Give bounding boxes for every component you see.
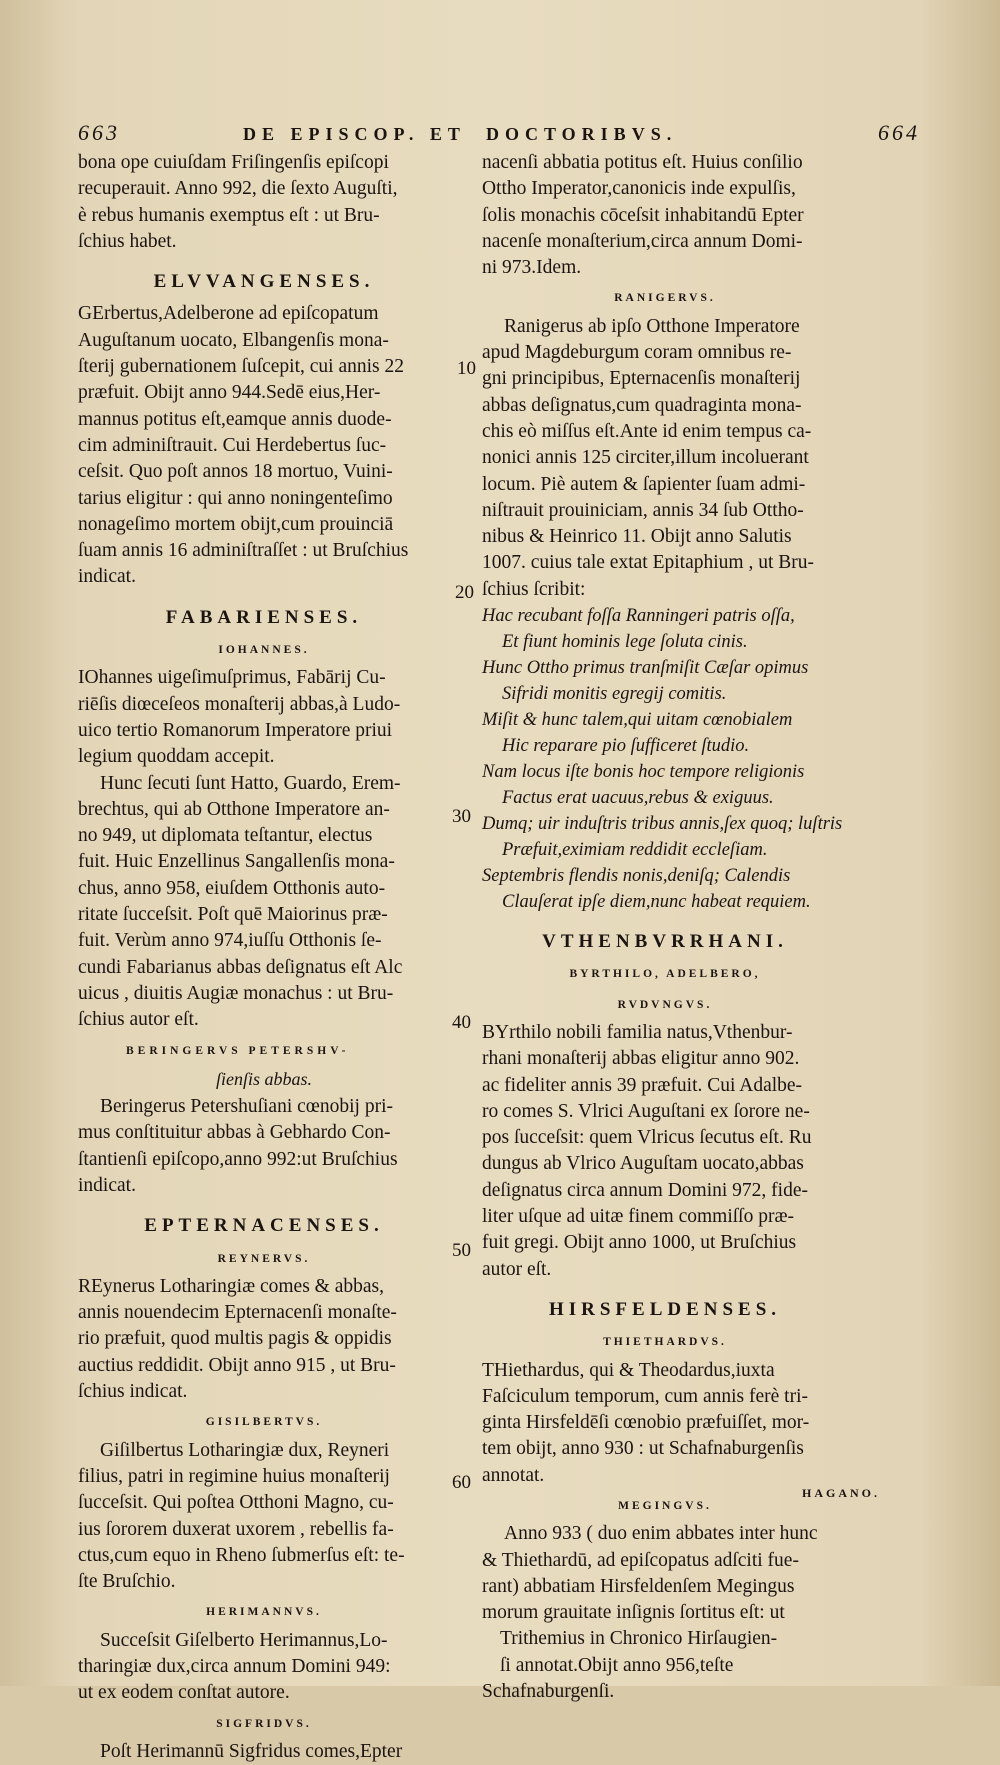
text-line: uicus , diuitis Augiæ monachus : ut Bru- <box>78 982 394 1004</box>
text-line: Ottho Imperator,canonicis inde expulſis, <box>482 178 796 200</box>
section-heading: EPTERNACENSES. <box>144 1215 384 1237</box>
text-line: ac fideliter annis 39 præfuit. Cui Adalbe- <box>482 1074 803 1096</box>
text-line: deſignatus circa annum Domini 972, fide- <box>482 1179 808 1201</box>
text-line: ctus,cum equo in Rheno ſubmerſus eſt: te- <box>78 1544 405 1566</box>
poem-line: Miſit & hunc talem,qui uitam cœnobialem <box>482 710 793 731</box>
subheading: SIGFRIDVS. <box>216 1717 312 1730</box>
text-line: riēſis diœceſeos monaſterij abbas,à Ludo- <box>78 693 401 715</box>
text-line: ſtantienſi epiſcopo,anno 992:ut Bruſchius <box>78 1148 398 1170</box>
text-line: ſchius indicat. <box>78 1381 188 1403</box>
subheading: MEGINGVS. <box>618 1499 712 1512</box>
text-line: chus, anno 958, eiuſdem Otthonis auto- <box>78 877 386 899</box>
text-line: ſchius habet. <box>78 230 177 252</box>
text-line: mus conſtituitur abbas à Gebhardo Con- <box>78 1122 391 1144</box>
poem-line: Dumq; uir induſtris tribus annis,ſex quoq; luſtris <box>482 814 843 835</box>
text-line: ceſsit. Quo poſt annos 18 mortuo, Vuini- <box>78 461 393 483</box>
text-line: rhani monaſterij abbas eligitur anno 902. <box>482 1048 800 1070</box>
subheading: HERIMANNVS. <box>206 1606 322 1619</box>
section-heading: VTHENBVRRHANI. <box>542 931 788 953</box>
text-line: pos ſucceſsit: quem Vlricus ſecutus eſt. Ru <box>482 1127 812 1149</box>
paragraph-gerbertus <box>78 301 450 590</box>
text-line: indicat. <box>78 1174 136 1196</box>
text-line: dungus ab Vlrico Auguſtam uocato,abbas <box>482 1153 804 1175</box>
subheading: IOHANNES. <box>218 644 310 657</box>
text-line: ro comes S. Vlrici Auguſtani ex ſorore ne- <box>482 1100 810 1122</box>
epitaph-poem <box>482 603 848 915</box>
running-title-left: DE EPISCOP. ET <box>243 124 466 144</box>
catchword: HAGANO. <box>802 1486 880 1500</box>
text-line: tarius eligitur : qui anno noningenteſimo <box>78 487 393 509</box>
poem-line: Hic reparare pio ſufficeret ſtudio. <box>502 736 750 757</box>
subheading: THIETHARDVS. <box>603 1336 727 1349</box>
text-line: Faſciculum temporum, cum annis ferè tri- <box>482 1385 808 1407</box>
section-heading: ELVVANGENSES. <box>153 271 375 293</box>
text-line: IOhannes uigeſimuſprimus, Fabārij Cu- <box>78 667 386 689</box>
text-line: nacenſe monaſterium,circa annum Domi- <box>482 230 803 252</box>
text-line: nonageſimo mortem obijt,cum prouinciā <box>78 513 394 535</box>
text-line: ius ſororem duxerat uxorem , rebellis fa- <box>78 1518 394 1540</box>
margin-line-number: 60 <box>452 1472 471 1493</box>
paragraph-beringerus <box>78 1094 450 1199</box>
text-line: mannus potitus eſt,eamque annis duode- <box>78 408 392 430</box>
margin-line-number: 20 <box>455 582 474 603</box>
subheading: RVDVNGVS. <box>617 998 713 1011</box>
text-line: Schafnaburgenſi. <box>482 1681 615 1703</box>
text-line: cundi Fabarianus abbas deſignatus eſt Alc <box>78 956 403 978</box>
text-line: uico tertio Romanorum Imperatore priui <box>78 719 393 741</box>
text-line: Ranigerus ab ipſo Otthone Imperatore <box>504 315 800 337</box>
text-line: è rebus humanis exemptus eſt : ut Bru- <box>78 204 380 226</box>
page-number-left: 663 <box>78 120 120 145</box>
text-line: apud Magdeburgum coram omnibus re- <box>482 342 792 364</box>
text-line: ginta Hirsfeldēſi cœnobio præfuiſſet, mor- <box>482 1412 810 1434</box>
text-line: ni 973.Idem. <box>482 257 582 279</box>
text-line: nibus & Heinrico 11. Obijt anno Salutis <box>482 526 792 548</box>
poem-line: Sifridi monitis egregij comitis. <box>502 684 727 705</box>
section-heading: FABARIENSES. <box>165 606 363 628</box>
paragraph-iohannes <box>78 665 450 770</box>
poem-line: Nam locus iſte bonis hoc tempore religionis <box>482 762 805 783</box>
paragraph-ranigerus <box>482 314 848 603</box>
poem-line: Hac recubant foſſa Ranningeri patris oſſa, <box>482 606 795 627</box>
text-line: præfuit. Obijt anno 944.Sedē eius,Her- <box>78 382 381 404</box>
text-line: fuit. Verùm anno 974,iuſſu Otthonis ſe- <box>78 930 382 952</box>
poem-line: Factus erat uacuus,rebus & exiguus. <box>502 788 774 809</box>
poem-line: Clauſerat ipſe diem,nunc habeat requiem. <box>502 892 811 913</box>
text-line: GErbertus,Adelberone ad epiſcopatum <box>78 303 379 325</box>
margin-line-number: 50 <box>452 1240 471 1261</box>
text-line: ſchius ſcribit: <box>482 578 586 600</box>
text-line: rant) abbatiam Hirsfeldenſem Megingus <box>482 1575 795 1597</box>
text-line: THiethardus, qui & Theodardus,iuxta <box>482 1359 775 1381</box>
paragraph-byrthilo <box>482 1020 848 1283</box>
text-line: niſtrauit prouiniciam, annis 34 ſub Ottho- <box>482 499 804 521</box>
text-line: gni principibus, Epternacenſis monaſterij <box>482 368 801 390</box>
subheading: GISILBERTVS. <box>205 1416 323 1429</box>
text-line: brechtus, qui ab Otthone Imperatore an- <box>78 798 390 820</box>
page-number-right: 664 <box>878 120 920 145</box>
text-line: Trithemius in Chronico Hirſaugien- <box>500 1628 778 1650</box>
left-column <box>78 150 450 1765</box>
poem-line: Et fiunt hominis lege ſoluta cinis. <box>502 632 748 653</box>
paragraph-gisilbertus <box>78 1438 450 1596</box>
text-line: fuit. Huic Enzellinus Sangallenſis mona- <box>78 851 395 873</box>
text-line: legium quoddam accepit. <box>78 746 275 768</box>
text-line: Auguſtanum uocato, Elbangenſis mona- <box>78 329 389 351</box>
text-line: nacenſi abbatia potitus eſt. Huius conſilio <box>482 152 803 173</box>
text-line: & Thiethardū, ad epiſcopatus adſciti fue- <box>482 1549 799 1571</box>
text-line: ſolis monachis cōceſsit inhabitandū Epter <box>482 204 804 226</box>
text-line: autor eſt. <box>482 1258 552 1280</box>
text-line: cim adminiſtrauit. Cui Herdebertus ſuc- <box>78 434 387 456</box>
running-header <box>78 120 920 148</box>
subheading: BERINGERVS PETERSHV- <box>126 1044 350 1057</box>
text-line: tem obijt, anno 930 : ut Schafnaburgenſis <box>482 1438 804 1460</box>
right-intro <box>482 150 848 281</box>
subheading: REYNERVS. <box>217 1252 311 1265</box>
text-line: Beringerus Petershuſiani cœnobij pri- <box>100 1096 393 1118</box>
text-line: locum. Piè autem & ſapienter ſuam admi- <box>482 473 806 495</box>
text-line: Anno 933 ( duo enim abbates inter hunc <box>504 1523 818 1545</box>
text-line: Succeſsit Giſelberto Herimannus,Lo- <box>100 1629 388 1651</box>
paragraph-megingus <box>482 1521 848 1705</box>
margin-line-number: 10 <box>457 358 476 379</box>
text-line: Poſt Herimannū Sigfridus comes,Epter <box>100 1740 403 1762</box>
text-line: ſucceſsit. Qui poſtea Otthoni Magno, cu- <box>78 1492 394 1514</box>
text-line: annotat. <box>482 1464 545 1486</box>
paragraph-herimannus <box>78 1628 450 1707</box>
text-line: liter uſque ad uitæ finem commiſſo præ- <box>482 1206 794 1228</box>
text-line: chis eò miſſus eſt.Ante id enim tempus ca- <box>482 420 812 442</box>
text-line: ſchius autor eſt. <box>78 1009 199 1031</box>
poem-line: Hunc Ottho primus tranſmiſit Cæſar opimus <box>482 658 809 679</box>
poem-line: Præfuit,eximiam reddidit eccleſiam. <box>502 840 768 861</box>
subheading: BYRTHILO, ADELBERO, <box>569 968 761 981</box>
text-line: tharingiæ dux,circa annum Domini 949: <box>78 1656 391 1678</box>
section-heading: HIRSFELDENSES. <box>548 1298 782 1320</box>
text-line: rio præfuit, quod multis pagis & oppidis <box>78 1328 392 1350</box>
right-column <box>482 150 848 1705</box>
text-line: ſte Bruſchio. <box>78 1571 176 1593</box>
text-line: auctius reddidit. Obijt anno 915 , ut Bru- <box>78 1354 396 1376</box>
margin-line-number: 30 <box>452 806 471 827</box>
text-line: filius, patri in regimine huius monaſterij <box>78 1465 390 1487</box>
margin-line-number: 40 <box>452 1012 471 1033</box>
left-intro <box>78 150 450 255</box>
text-line: fuit gregi. Obijt anno 1000, ut Bruſchius <box>482 1232 797 1254</box>
text-line: ut ex eodem conſtat autore. <box>78 1682 290 1704</box>
text-line: morum grauitate inſignis ſortitus eſt: ut <box>482 1602 785 1624</box>
text-line: nonici annis 125 circiter,illum incoluerant <box>482 447 809 469</box>
text-line: ritate ſucceſsit. Poſt quē Maiorinus præ- <box>78 904 388 926</box>
text-line: ſterij gubernationem ſuſcepit, cui annis 22 <box>78 356 404 378</box>
text-line: recuperauit. Anno 992, die ſexto Auguſti, <box>78 178 398 200</box>
text-line: indicat. <box>78 566 136 588</box>
text-line: Hunc ſecuti ſunt Hatto, Guardo, Erem- <box>100 772 401 794</box>
text-line: annis nouendecim Epternacenſi monaſte- <box>78 1302 397 1324</box>
subheading-italic: ſienſis abbas. <box>215 1068 312 1089</box>
paragraph-hunc-secuti <box>78 771 450 1034</box>
paragraph-reynerus <box>78 1274 450 1405</box>
text-line: REynerus Lotharingiæ comes & abbas, <box>78 1275 384 1297</box>
running-title-right: DOCTORIBVS. <box>486 124 678 144</box>
text-line: abbas deſignatus,cum quadraginta mona- <box>482 394 802 416</box>
text-line: 1007. cuius tale extat Epitaphium , ut Bru- <box>482 552 814 574</box>
paragraph-thiethardus <box>482 1358 848 1489</box>
text-line: ſi annotat.Obijt anno 956,teſte <box>500 1654 734 1676</box>
poem-line: Septembris flendis nonis,deniſq; Calendis <box>482 866 791 887</box>
text-line: BYrthilo nobili familia natus,Vthenbur- <box>482 1021 793 1043</box>
subheading: RANIGERVS. <box>614 292 716 305</box>
text-line: Giſilbertus Lotharingiæ dux, Reyneri <box>100 1439 390 1461</box>
text-line: ſuam annis 16 adminiſtraſſet : ut Bruſchius <box>78 540 409 562</box>
text-line: bona ope cuiuſdam Friſingenſis epiſcopi <box>78 152 389 173</box>
paragraph-sigfridus <box>78 1739 450 1765</box>
text-line: no 949, ut diplomata teſtantur, electus <box>78 825 373 847</box>
